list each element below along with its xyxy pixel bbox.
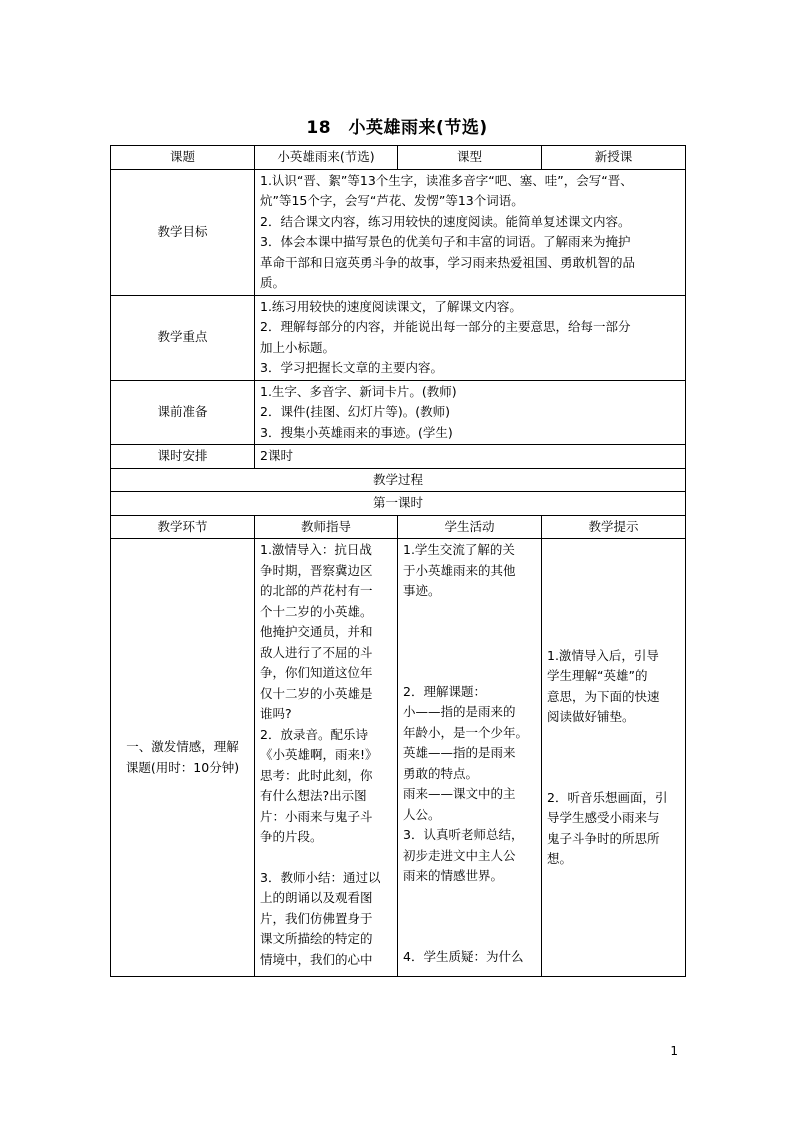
student-line: 4．学生质疑：为什么 bbox=[403, 948, 524, 964]
student-line bbox=[403, 907, 536, 927]
info-row bbox=[111, 146, 686, 170]
student-line: 2．理解课题： bbox=[403, 683, 486, 699]
teacher-line: 敌人进行了不屈的斗 bbox=[260, 644, 373, 660]
student-line: 年龄小，是一个少年。 bbox=[403, 724, 529, 740]
teacher-line: 情境中，我们的心中 bbox=[260, 951, 373, 967]
process-label: 教学过程 bbox=[111, 468, 686, 492]
student-line bbox=[403, 642, 536, 662]
teacher-line: 他掩护交通员，并和 bbox=[260, 624, 373, 639]
stage-name-line: 课题(用时：10分钟) bbox=[125, 759, 240, 775]
teacher-line: 课文所描绘的特定的 bbox=[260, 931, 373, 946]
hint-line: 鬼子斗争时的所思所 bbox=[547, 830, 660, 846]
teacher-line: 谁吗? bbox=[260, 706, 292, 721]
teacher-line: 1.激情导入：抗日战 bbox=[260, 542, 372, 557]
stage-name-line: 一、激发情感，理解 bbox=[126, 739, 239, 754]
teacher-line: 有什么想法?出示图 bbox=[260, 788, 367, 803]
column-header: 教学环节 bbox=[111, 515, 255, 539]
keypoints-line: 3．学习把握长文章的主要内容。 bbox=[260, 360, 443, 375]
type-label: 课型 bbox=[398, 146, 542, 170]
keypoints-line: 2．理解每部分的内容，并能说出每一部分的主要意思，给每一部分 bbox=[260, 319, 631, 334]
prep-line: 2．课件(挂图、幻灯片等)。(教师) bbox=[260, 404, 450, 419]
prep-content bbox=[255, 380, 686, 445]
goals-line: 炕”等15个字，会写“芦花、发愣”等13个词语。 bbox=[260, 193, 524, 208]
teacher-line: 思考：此时此刻，你 bbox=[260, 767, 373, 783]
student-line: 雨来的情感世界。 bbox=[403, 868, 504, 883]
column-header-row bbox=[111, 515, 686, 539]
teacher-line: 争，你们知道这位年 bbox=[260, 665, 373, 680]
hint-line: 想。 bbox=[547, 851, 573, 866]
student-line: 1.学生交流了解的关 bbox=[403, 542, 515, 557]
student-line bbox=[403, 927, 536, 947]
keypoints-row bbox=[111, 295, 686, 380]
student-activity bbox=[398, 539, 542, 977]
prep-label: 课前准备 bbox=[111, 380, 255, 445]
teacher-line: 《小英雄啊，雨来!》 bbox=[260, 747, 378, 762]
teacher-line: 的北部的芦花村有一 bbox=[260, 583, 373, 598]
teacher-line: 上的朗诵以及观看图 bbox=[260, 890, 373, 905]
column-header: 教学提示 bbox=[542, 515, 686, 539]
teacher-line: 仅十二岁的小英雄是 bbox=[260, 685, 373, 701]
student-line: 初步走进文中主人公 bbox=[403, 847, 516, 863]
teacher-line bbox=[260, 848, 392, 868]
period-row bbox=[111, 492, 686, 516]
student-line bbox=[403, 887, 536, 907]
prep-line: 1.生字、多音字、新词卡片。(教师) bbox=[260, 383, 457, 399]
schedule-row bbox=[111, 445, 686, 469]
student-line: 3．认真听老师总结， bbox=[403, 827, 524, 842]
hint-line: 1.激情导入后，引导 bbox=[547, 647, 659, 663]
column-header: 教师指导 bbox=[255, 515, 398, 539]
hint-line: 2．听音乐想画面，引 bbox=[547, 789, 668, 805]
hint-line: 学生理解“英雄”的 bbox=[547, 668, 648, 683]
teacher-line: 3．教师小结：通过以 bbox=[260, 869, 381, 885]
goals-label: 教学目标 bbox=[111, 169, 255, 295]
keypoints-content bbox=[255, 295, 686, 380]
type-value: 新授课 bbox=[542, 146, 686, 170]
hint-line: 导学生感受小雨来与 bbox=[547, 810, 660, 825]
stage-row bbox=[111, 539, 686, 977]
student-line: 于小英雄雨来的其他 bbox=[403, 562, 516, 578]
prep-line: 3．搜集小英雄雨来的事迹。(学生) bbox=[260, 424, 453, 440]
student-line: 英雄——指的是雨来 bbox=[403, 745, 516, 760]
prep-row bbox=[111, 380, 686, 445]
hint-line bbox=[547, 728, 680, 748]
goals-content bbox=[255, 169, 686, 295]
student-line: 人公。 bbox=[403, 806, 441, 822]
goals-line: 2．结合课文内容，练习用较快的速度阅读。能简单复述课文内容。 bbox=[260, 213, 631, 229]
goals-line: 3．体会本课中描写景色的优美句子和丰富的词语。了解雨来为掩护 bbox=[260, 234, 631, 249]
period-label: 第一课时 bbox=[111, 492, 686, 516]
student-line bbox=[403, 602, 536, 622]
student-line: 雨来——课文中的主 bbox=[403, 786, 516, 801]
student-line bbox=[403, 662, 536, 682]
process-row bbox=[111, 468, 686, 492]
hint-line: 意思，为下面的快速 bbox=[547, 688, 660, 704]
keypoints-line: 加上小标题。 bbox=[260, 339, 336, 355]
student-line bbox=[403, 622, 536, 642]
teacher-line: 争的片段。 bbox=[260, 829, 323, 844]
hint-line bbox=[547, 768, 680, 788]
topic-value: 小英雄雨来(节选) bbox=[255, 146, 398, 170]
lesson-plan-table bbox=[110, 145, 686, 977]
teaching-hints bbox=[542, 539, 686, 977]
student-line: 勇敢的特点。 bbox=[403, 765, 479, 781]
teacher-line: 片，我们仿佛置身于 bbox=[260, 910, 373, 926]
stage-name bbox=[111, 539, 255, 977]
student-line: 事迹。 bbox=[403, 583, 441, 598]
schedule-label: 课时安排 bbox=[111, 445, 255, 469]
keypoints-line: 1.练习用较快的速度阅读课文，了解课文内容。 bbox=[260, 298, 522, 314]
topic-label: 课题 bbox=[111, 146, 255, 170]
goals-row bbox=[111, 169, 686, 295]
teacher-line: 个十二岁的小英雄。 bbox=[260, 603, 373, 619]
teacher-line: 2．放录音。配乐诗 bbox=[260, 726, 368, 742]
hint-line bbox=[547, 748, 680, 768]
document-title: 18 小英雄雨来(节选) bbox=[306, 118, 488, 138]
teacher-line: 争时期，晋察冀边区 bbox=[260, 562, 373, 578]
student-line: 小——指的是雨来的 bbox=[403, 704, 516, 719]
page-number: 1 bbox=[670, 1044, 678, 1058]
keypoints-label: 教学重点 bbox=[111, 295, 255, 380]
goals-line: 1.认识“晋、絮”等13个生字，读准多音字“吧、塞、哇”，会写“晋、 bbox=[260, 172, 633, 188]
hint-line: 阅读做好铺垫。 bbox=[547, 709, 635, 724]
column-header: 学生活动 bbox=[398, 515, 542, 539]
goals-line: 革命干部和日寇英勇斗争的故事，学习雨来热爱祖国、勇敢机智的品 bbox=[260, 254, 636, 270]
teacher-guidance bbox=[255, 539, 398, 977]
schedule-value: 2课时 bbox=[255, 445, 686, 469]
goals-line: 质。 bbox=[260, 275, 286, 290]
teacher-line: 片：小雨来与鬼子斗 bbox=[260, 808, 373, 824]
